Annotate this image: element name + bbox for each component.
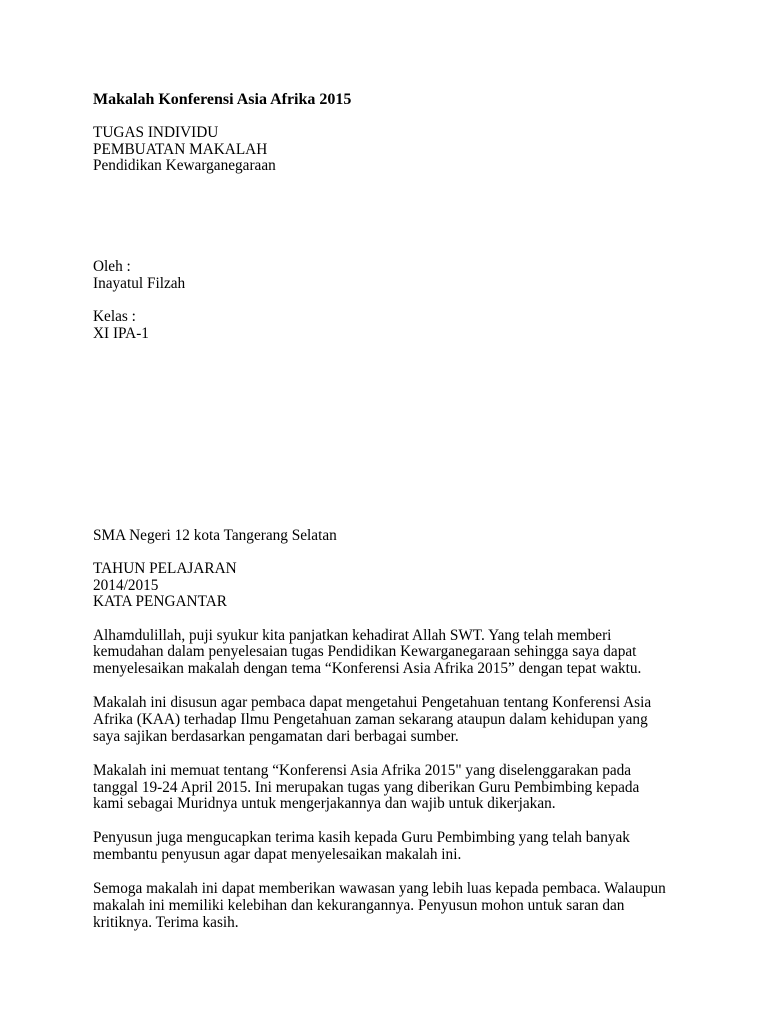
school-name: SMA Negeri 12 kota Tangerang Selatan xyxy=(93,527,337,544)
class-label: Kelas : xyxy=(93,308,136,325)
year-label: TAHUN PELAJARAN xyxy=(93,560,237,577)
paragraph-line: Makalah ini disusun agar pembaca dapat mengetahui Pengetahuan tentang Konferensi Asia xyxy=(93,694,652,711)
paragraph-line: kemudahan dalam penyelesaian tugas Pendidikan Kewarganegaraan sehingga saya dapat xyxy=(93,643,637,660)
paragraph-line: saya sajikan berdasarkan pengamatan dari berbagai sumber. xyxy=(93,728,459,745)
paragraph-line: kritiknya. Terima kasih. xyxy=(93,914,239,931)
assignment-line: Pendidikan Kewarganegaraan xyxy=(93,157,276,174)
assignment-line: PEMBUATAN MAKALAH xyxy=(93,141,268,158)
author-name: Inayatul Filzah xyxy=(93,275,186,292)
paragraph-line: Afrika (KAA) terhadap Ilmu Pengetahuan zaman sekarang ataupun dalam kehidupan yang xyxy=(93,711,648,728)
paragraph-line: menyelesaikan makalah dengan tema “Konferensi Asia Afrika 2015” dengan tepat waktu. xyxy=(93,660,642,677)
paragraph-line: Semoga makalah ini dapat memberikan wawasan yang lebih luas kepada pembaca. Walaupun xyxy=(93,880,666,897)
paragraph-line: Makalah ini memuat tentang “Konferensi Asia Afrika 2015" yang diselenggarakan pada xyxy=(93,762,632,779)
section-heading: KATA PENGANTAR xyxy=(93,593,227,610)
paragraph-line: makalah ini memiliki kelebihan dan kekurangannya. Penyusun mohon untuk saran dan xyxy=(93,897,625,914)
school-year: 2014/2015 xyxy=(93,577,159,594)
paragraph-line: membantu penyusun agar dapat menyelesaikan makalah ini. xyxy=(93,846,462,863)
document-title: Makalah Konferensi Asia Afrika 2015 xyxy=(93,91,352,108)
paragraph-line: Alhamdulillah, puji syukur kita panjatkan kehadirat Allah SWT. Yang telah memberi xyxy=(93,627,612,644)
paragraph-line: tanggal 19-24 April 2015. Ini merupakan tugas yang diberikan Guru Pembimbing kepada xyxy=(93,779,640,796)
paragraph-line: kami sebagai Muridnya untuk mengerjakannya dan wajib untuk dikerjakan. xyxy=(93,795,556,812)
paragraph-line: Penyusun juga mengucapkan terima kasih kepada Guru Pembimbing yang telah banyak xyxy=(93,829,630,846)
assignment-line: TUGAS INDIVIDU xyxy=(93,124,219,141)
class-name: XI IPA-1 xyxy=(93,325,149,342)
author-label: Oleh : xyxy=(93,258,131,275)
